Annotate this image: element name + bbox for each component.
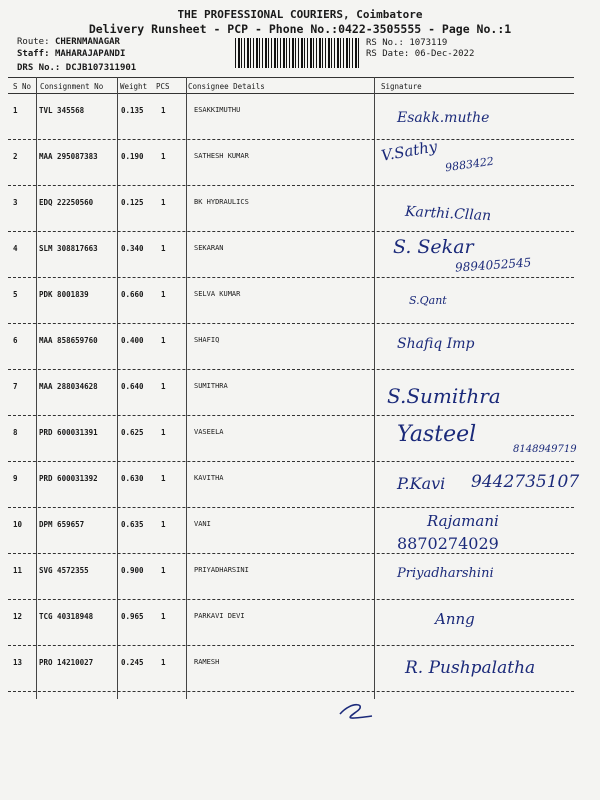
row-consignee: RAMESH xyxy=(194,658,220,666)
staff-label: Staff: xyxy=(17,49,50,59)
handwritten-phone: 9883422 xyxy=(444,154,495,175)
signature-cell xyxy=(375,186,595,232)
handwritten-phone: 8870274029 xyxy=(397,534,499,553)
table-top-rule xyxy=(8,77,574,78)
signature-cell xyxy=(375,370,595,416)
row-weight: 0.965 xyxy=(121,612,144,621)
row-pcs: 1 xyxy=(161,382,166,391)
row-consignment: SVG 4572355 xyxy=(39,566,89,575)
company-title: THE PROFESSIONAL COURIERS, Coimbatore xyxy=(177,8,423,21)
rs-no-label: RS No.: xyxy=(366,38,404,48)
row-consignee: SATHESH KUMAR xyxy=(194,152,249,160)
row-consignment: TCG 40318948 xyxy=(39,612,94,621)
row-sno: 5 xyxy=(13,290,18,299)
barcode xyxy=(235,38,359,68)
rs-date-line xyxy=(366,49,474,59)
row-weight: 0.625 xyxy=(121,428,144,437)
row-weight: 0.190 xyxy=(121,152,144,161)
handwritten-signature: Anng xyxy=(435,610,475,628)
table-row xyxy=(0,554,600,600)
row-sno: 7 xyxy=(13,382,18,391)
row-weight: 0.135 xyxy=(121,106,144,115)
signature-cell xyxy=(375,324,595,370)
signature-cell xyxy=(375,137,595,186)
col-sno-header: S No xyxy=(13,82,32,91)
row-consignment: TVL 345568 xyxy=(39,106,85,115)
row-pcs: 1 xyxy=(161,428,166,437)
row-consignee: VANI xyxy=(194,520,211,528)
row-consignment: EDQ 22250560 xyxy=(39,198,94,207)
table-row xyxy=(0,278,600,324)
row-pcs: 1 xyxy=(161,658,166,667)
table-row xyxy=(0,324,600,370)
signature-cell xyxy=(375,416,595,462)
row-pcs: 1 xyxy=(161,290,166,299)
row-consignee: PRIYADHARSINI xyxy=(194,566,249,574)
rs-no-line xyxy=(366,38,447,48)
row-sno: 11 xyxy=(13,566,23,575)
row-separator xyxy=(8,691,574,692)
row-consignee: BK HYDRAULICS xyxy=(194,198,249,206)
drs-line xyxy=(17,63,136,73)
row-consignment: PRD 600031391 xyxy=(39,428,98,437)
row-sno: 1 xyxy=(13,106,18,115)
row-sno: 8 xyxy=(13,428,18,437)
handwritten-signature: Shafiq Imp xyxy=(397,336,475,352)
col-consignment-header: Consignment No xyxy=(40,82,104,91)
row-weight: 0.400 xyxy=(121,336,144,345)
rs-date-value: 06-Dec-2022 xyxy=(414,49,475,59)
table-row xyxy=(0,186,600,232)
row-consignee: SELVA KUMAR xyxy=(194,290,241,298)
handwritten-phone: 8148949719 xyxy=(513,444,577,455)
handwritten-signature: V.Sathy xyxy=(379,137,439,165)
row-sno: 2 xyxy=(13,152,18,161)
staff-value: MAHARAJAPANDI xyxy=(54,49,126,59)
row-consignment: MAA 288034628 xyxy=(39,382,98,391)
row-sno: 9 xyxy=(13,474,18,483)
row-consignee: SEKARAN xyxy=(194,244,224,252)
row-sno: 12 xyxy=(13,612,23,621)
row-pcs: 1 xyxy=(161,520,166,529)
signature-cell xyxy=(375,508,595,554)
row-consignee: KAVITHA xyxy=(194,474,224,482)
row-pcs: 1 xyxy=(161,566,166,575)
row-weight: 0.640 xyxy=(121,382,144,391)
row-weight: 0.660 xyxy=(121,290,144,299)
table-row xyxy=(0,232,600,278)
row-sno: 13 xyxy=(13,658,23,667)
signature-cell xyxy=(375,94,595,140)
row-sno: 4 xyxy=(13,244,18,253)
runsheet-subtitle: Delivery Runsheet - PCP - Phone No.:0422-3505555 - Page No.:1 xyxy=(88,22,512,36)
row-consignee: PARKAVI DEVI xyxy=(194,612,245,620)
handwritten-phone: 9442735107 xyxy=(471,472,580,492)
handwritten-signature: Priyadharshini xyxy=(397,566,494,581)
handwritten-signature: R. Pushpalatha xyxy=(405,658,536,678)
row-consignee: SHAFIQ xyxy=(194,336,220,344)
row-consignment: PDK 8001839 xyxy=(39,290,89,299)
row-consignee: VASEELA xyxy=(194,428,224,436)
route-value: CHERNMANAGAR xyxy=(54,37,120,47)
row-weight: 0.125 xyxy=(121,198,144,207)
handwritten-signature: Yasteel xyxy=(397,422,477,447)
route-label: Route: xyxy=(17,37,50,47)
table-row xyxy=(0,94,600,140)
row-pcs: 1 xyxy=(161,612,166,621)
table-row xyxy=(0,508,600,554)
row-pcs: 1 xyxy=(161,198,166,207)
drs-value: DCJB107311901 xyxy=(65,63,137,73)
row-consignment: DPM 659657 xyxy=(39,520,85,529)
row-pcs: 1 xyxy=(161,106,166,115)
col-consignee-header: Consignee Details xyxy=(188,82,265,91)
handwritten-signature: S. Sekar xyxy=(393,236,474,258)
table-row xyxy=(0,462,600,508)
row-sno: 3 xyxy=(13,198,18,207)
rs-date-label: RS Date: xyxy=(366,49,410,59)
table-row xyxy=(0,416,600,462)
col-signature-header: Signature xyxy=(381,82,422,91)
row-consignee: SUMITHRA xyxy=(194,382,228,390)
table-row xyxy=(0,600,600,646)
row-consignment: MAA 295087383 xyxy=(39,152,98,161)
staff-line xyxy=(17,49,125,59)
row-pcs: 1 xyxy=(161,152,166,161)
row-weight: 0.900 xyxy=(121,566,144,575)
row-weight: 0.635 xyxy=(121,520,144,529)
scribble-stroke xyxy=(340,705,372,718)
signature-cell xyxy=(375,232,595,278)
row-consignment: MAA 858659760 xyxy=(39,336,98,345)
handwritten-phone: 9894052545 xyxy=(454,255,532,275)
route-line xyxy=(17,37,120,47)
signature-cell xyxy=(375,600,595,646)
signature-cell xyxy=(375,462,595,508)
table-row xyxy=(0,646,600,692)
handwritten-signature: Rajamani xyxy=(427,512,499,530)
row-weight: 0.340 xyxy=(121,244,144,253)
col-pcs-header: PCS xyxy=(156,82,170,91)
col-weight-header: Weight xyxy=(120,82,148,91)
handwritten-signature: Karthi.Cllan xyxy=(404,203,492,225)
signature-cell xyxy=(375,646,595,692)
drs-label: DRS No.: xyxy=(17,63,61,73)
handwritten-signature: S.Qant xyxy=(409,294,447,307)
row-pcs: 1 xyxy=(161,244,166,253)
signature-cell xyxy=(375,554,595,600)
row-consignment: PRD 600031392 xyxy=(39,474,98,483)
row-sno: 10 xyxy=(13,520,23,529)
handwritten-signature: P.Kavi xyxy=(397,474,446,493)
row-consignment: SLM 308817663 xyxy=(39,244,98,253)
handwritten-signature: Esakk.muthe xyxy=(397,110,490,126)
row-sno: 6 xyxy=(13,336,18,345)
row-consignee: ESAKKIMUTHU xyxy=(194,106,241,114)
signature-cell xyxy=(375,278,595,324)
handwritten-signature: S.Sumithra xyxy=(387,384,501,408)
row-weight: 0.245 xyxy=(121,658,144,667)
row-consignment: PRO 14210027 xyxy=(39,658,94,667)
rs-no-value: 1073119 xyxy=(409,38,448,48)
row-pcs: 1 xyxy=(161,336,166,345)
row-pcs: 1 xyxy=(161,474,166,483)
table-row xyxy=(0,370,600,416)
row-weight: 0.630 xyxy=(121,474,144,483)
table-row xyxy=(0,137,600,186)
